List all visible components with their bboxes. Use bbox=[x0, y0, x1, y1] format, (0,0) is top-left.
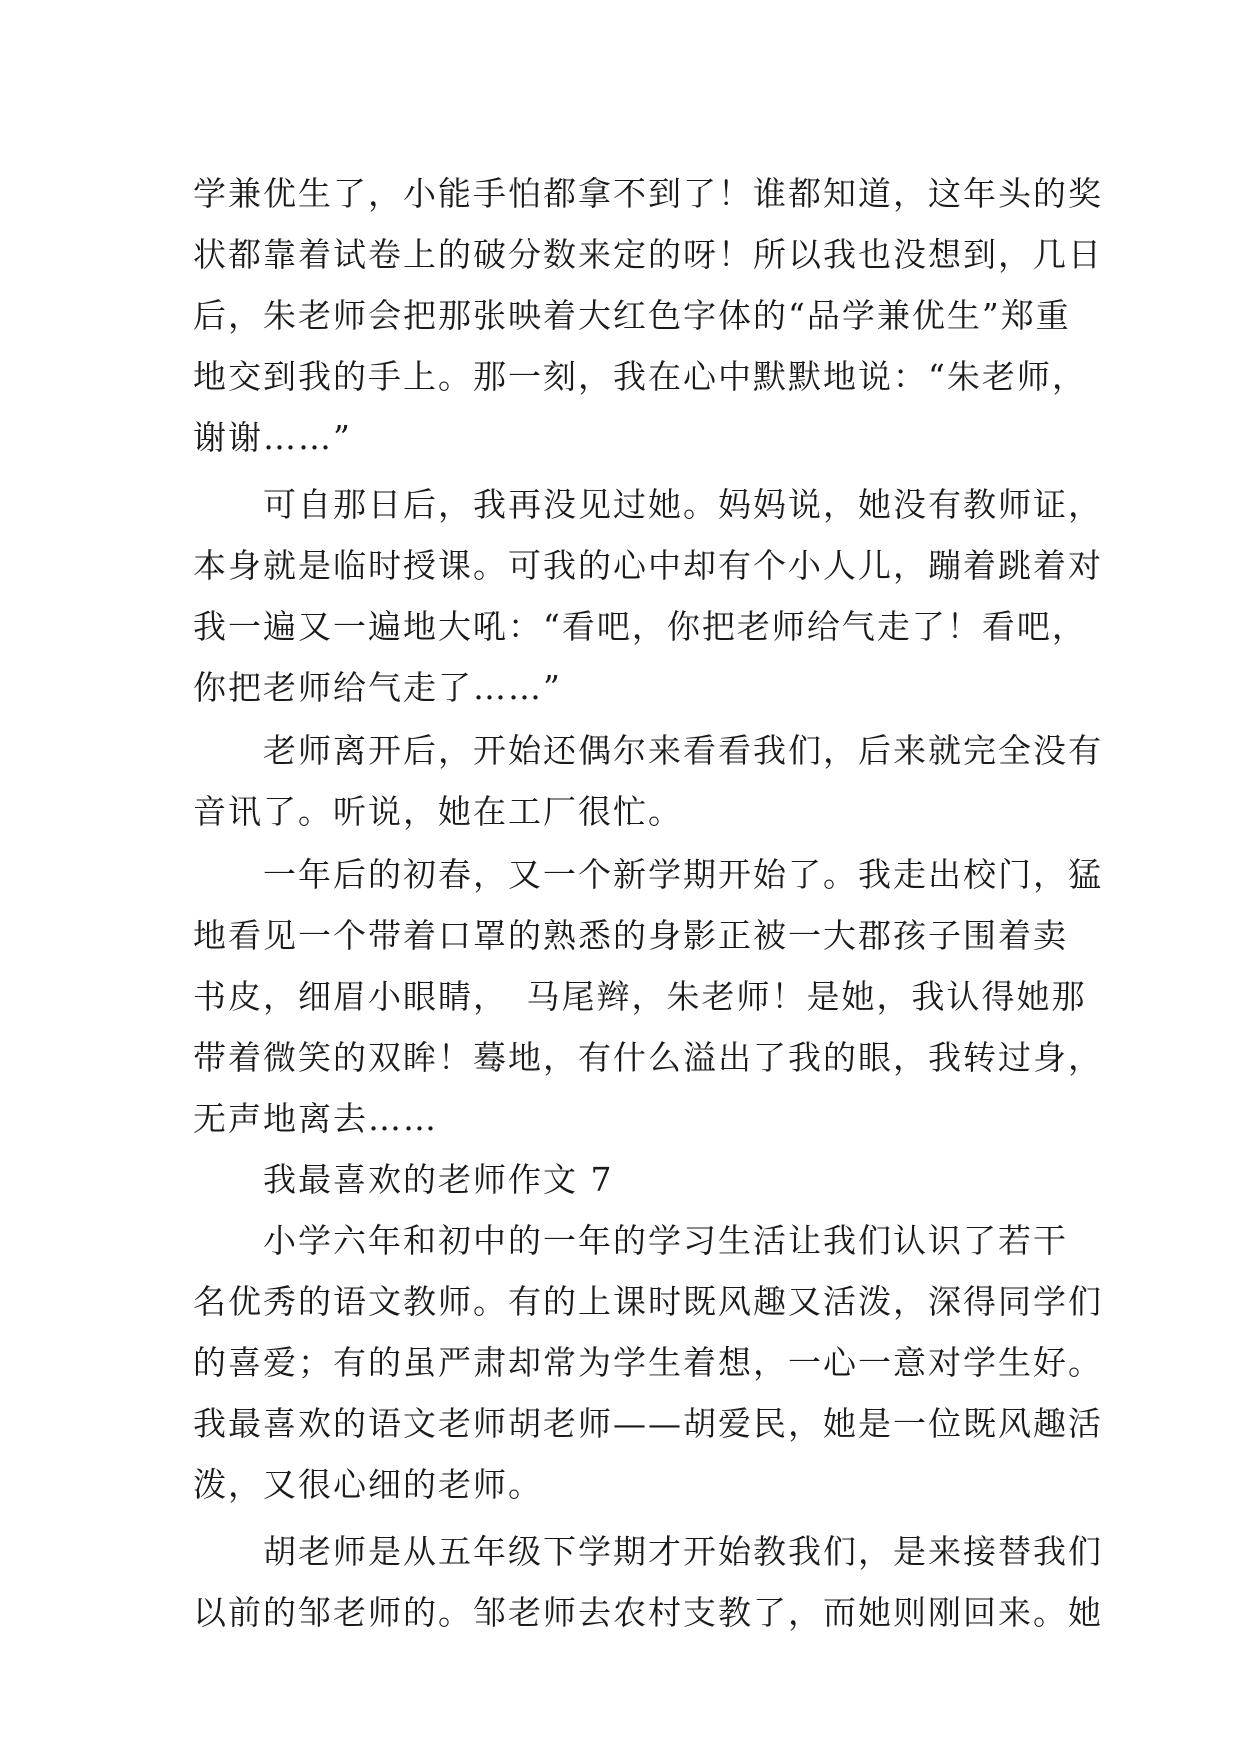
text-line: 地看见一个带着口罩的熟悉的身影正被一大郡孩子围着卖 bbox=[193, 916, 1068, 955]
paragraph bbox=[193, 720, 1103, 842]
text-line: 你把老师给气走了……” bbox=[193, 668, 562, 707]
text-line: 一年后的初春，又一个新学期开始了。我走出校门，猛 bbox=[193, 855, 1103, 894]
text-line: 可自那日后，我再没见过她。妈妈说，她没有教师证， bbox=[193, 485, 1103, 524]
text-line: 无声地离去…… bbox=[193, 1099, 438, 1138]
text-line: 后，朱老师会把那张映着大红色字体的“品学兼优生”郑重 bbox=[193, 296, 1071, 335]
document-body bbox=[193, 163, 1103, 1643]
paragraph bbox=[193, 163, 1103, 468]
paragraph bbox=[193, 844, 1103, 1149]
text-line: 书皮，细眉小眼睛， 马尾辫，朱老师！是她，我认得她那 bbox=[193, 977, 1087, 1016]
text-line: 以前的邹老师的。邹老师去农村支教了，而她则刚回来。她 bbox=[193, 1593, 1103, 1632]
text-line: 名优秀的语文教师。有的上课时既风趣又活泼，深得同学们 bbox=[193, 1282, 1103, 1321]
text-line: 状都靠着试卷上的破分数来定的呀！所以我也没想到，几日 bbox=[193, 235, 1103, 274]
text-line: 学兼优生了，小能手怕都拿不到了！谁都知道，这年头的奖 bbox=[193, 174, 1103, 213]
heading-line: 我最喜欢的老师作文 7 bbox=[193, 1160, 614, 1199]
text-line: 谢谢……” bbox=[193, 418, 352, 457]
text-line: 小学六年和初中的一年的学习生活让我们认识了若干 bbox=[193, 1221, 1068, 1260]
text-line: 我一遍又一遍地大吼：“看吧，你把老师给气走了！看吧， bbox=[193, 607, 1087, 646]
paragraph bbox=[193, 1210, 1103, 1515]
text-line: 本身就是临时授课。可我的心中却有个小人儿，蹦着跳着对 bbox=[193, 546, 1103, 585]
text-line: 老师离开后，开始还偶尔来看看我们，后来就完全没有 bbox=[193, 731, 1103, 770]
text-line: 音讯了。听说，她在工厂很忙。 bbox=[193, 792, 683, 831]
paragraph bbox=[193, 474, 1103, 718]
text-line: 地交到我的手上。那一刻，我在心中默默地说：“朱老师， bbox=[193, 357, 1087, 396]
text-line: 胡老师是从五年级下学期才开始教我们，是来接替我们 bbox=[193, 1532, 1103, 1571]
section-heading bbox=[193, 1149, 1058, 1210]
paragraph bbox=[193, 1521, 1103, 1643]
text-line: 带着微笑的双眸！蓦地，有什么溢出了我的眼，我转过身， bbox=[193, 1038, 1103, 1077]
text-line: 的喜爱；有的虽严肃却常为学生着想，一心一意对学生好。 bbox=[193, 1343, 1103, 1382]
text-line: 我最喜欢的语文老师胡老师——胡爱民，她是一位既风趣活 bbox=[193, 1404, 1103, 1443]
text-line: 泼，又很心细的老师。 bbox=[193, 1465, 543, 1504]
